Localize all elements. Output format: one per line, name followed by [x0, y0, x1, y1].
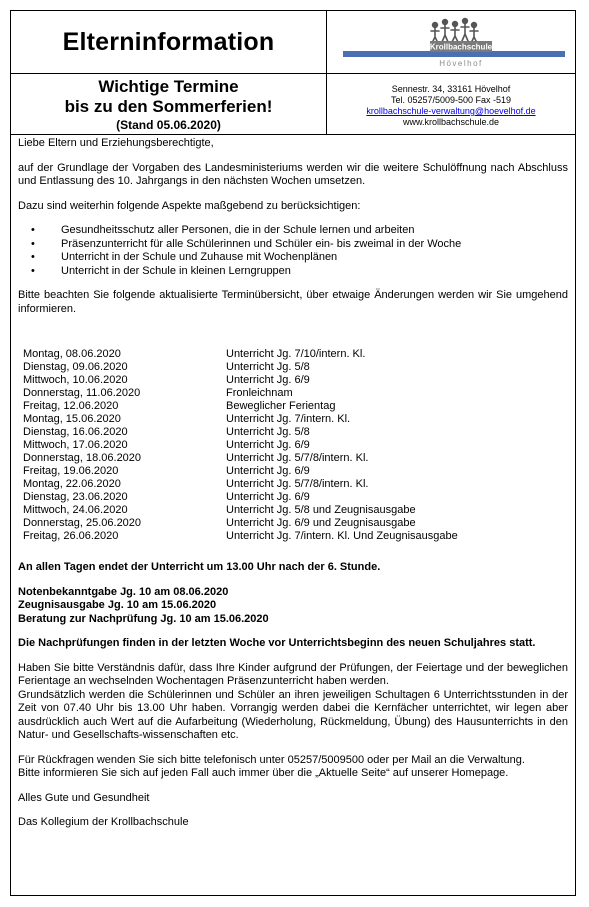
schedule-event: Unterricht Jg. 6/9	[226, 374, 310, 386]
list-item: • Unterricht in der Schule in kleinen Lerngruppen	[31, 265, 568, 279]
list-item: • Präsenzunterricht für alle Schülerinnen und Schüler ein- bis zweimal in der Woche	[31, 238, 568, 252]
school-logo-graphic	[327, 11, 575, 74]
table-row	[23, 413, 458, 426]
school-website: www.krollbachschule.de	[402, 117, 500, 127]
schedule-event: Unterricht Jg. 6/9	[226, 491, 310, 503]
school-phone: Tel. 05257/5009-500 Fax -519	[390, 95, 512, 105]
schedule-event: Unterricht Jg. 5/8	[226, 426, 310, 438]
table-row	[23, 517, 458, 530]
logo-school-name: Krollbachschule	[429, 42, 493, 52]
schedule-event: Unterricht Jg. 7/10/intern. Kl.	[226, 348, 366, 360]
table-row	[23, 530, 458, 543]
intro-paragraph: auf der Grundlage der Vorgaben des Landesministeriums werden wir die weitere Schulöffnung nach Abschluss und Entlassung des 10. Jahrgangs in den nächsten Wochen umsetzen.	[18, 161, 568, 187]
school-address: Sennestr. 34, 33161 Hövelhof	[391, 84, 511, 94]
schedule-event: Unterricht Jg. 5/7/8/intern. Kl.	[226, 452, 369, 464]
table-row	[23, 452, 458, 465]
table-row	[23, 361, 458, 374]
schedule-event: Unterricht Jg. 5/8 und Zeugnisausgabe	[226, 504, 416, 516]
closing: Alles Gute und Gesundheit	[18, 791, 150, 804]
salutation: Liebe Eltern und Erziehungsberechtigte,	[18, 137, 214, 149]
aspects-intro: Dazu sind weiterhin folgende Aspekte maßgebend zu berücksichtigen:	[18, 199, 361, 212]
table-row	[23, 465, 458, 478]
address-cell	[327, 74, 575, 134]
schedule-intro: Bitte beachten Sie folgende aktualisierte Terminübersicht, über etwaige Änderungen werden wir Sie umgehend informieren.	[18, 289, 568, 315]
schedule-event: Unterricht Jg. 7/intern. Kl. Und Zeugnisausgabe	[226, 530, 458, 542]
note-line: Beratung zur Nachprüfung Jg. 10 am 15.06.2020	[18, 612, 269, 625]
schedule-date: Mittwoch, 17.06.2020	[23, 439, 128, 451]
schedule-date: Donnerstag, 25.06.2020	[23, 517, 142, 529]
document-page	[10, 10, 576, 896]
signature: Das Kollegium der Krollbachschule	[18, 816, 189, 828]
schedule-date: Mittwoch, 10.06.2020	[23, 374, 128, 386]
stand-date: (Stand 05.06.2020)	[116, 118, 221, 132]
page-title: Elterninformation	[62, 27, 275, 56]
subtitle-line-2: bis zu den Sommerferien!	[64, 97, 273, 116]
subtitle-line-1: Wichtige Termine	[98, 77, 239, 96]
table-row	[23, 387, 458, 400]
schedule-event: Unterricht Jg. 6/9 und Zeugnisausgabe	[226, 517, 416, 529]
schedule-date: Freitag, 26.06.2020	[23, 530, 119, 542]
schedule-date: Dienstag, 16.06.2020	[23, 426, 128, 438]
table-row	[23, 400, 458, 413]
table-row	[23, 439, 458, 452]
nachpruefung-notice: Die Nachprüfungen finden in der letzten Woche vor Unterrichtsbeginn des neuen Schuljahres statt.	[18, 637, 536, 649]
aspects-list	[18, 224, 568, 278]
note-line: Zeugnisausgabe Jg. 10 am 15.06.2020	[18, 599, 217, 611]
table-row	[23, 426, 458, 439]
schedule-event: Beweglicher Ferientag	[226, 400, 336, 412]
table-row	[23, 478, 458, 491]
schedule-date: Montag, 15.06.2020	[23, 413, 121, 425]
grundsaetzlich-paragraph: Grundsätzlich werden die Schülerinnen und Schüler an ihren jeweiligen Schultagen 6 Unterrichtsstunden in der Zeit von 07.40 Uhr bis 13.00 Uhr haben. Vorrangig werden dabei die Kernfächer unterrichtet, wir legen aber ausdrücklich auch Wert auf die Aufarbeitung (Wiederholung, Rückmeldung, Übung) des Hausunterrichts in den Natur- und Gesellschafts-wissenschaften etc.	[18, 688, 568, 741]
schedule-date: Montag, 08.06.2020	[23, 348, 121, 360]
schedule-date: Dienstag, 23.06.2020	[23, 491, 128, 503]
table-row	[23, 374, 458, 387]
header-table	[11, 11, 575, 134]
list-item: • Unterricht in der Schule und Zuhause mit Wochenplänen	[31, 251, 568, 265]
children-figures-logo-icon	[431, 19, 478, 43]
letter-body	[11, 134, 575, 830]
schedule-date: Donnerstag, 18.06.2020	[23, 452, 142, 464]
logo-town-name: Hövelhof	[439, 59, 483, 68]
schedule-event: Unterricht Jg. 6/9	[226, 465, 310, 477]
title-cell	[11, 11, 327, 74]
note-line: Notenbekanntgabe Jg. 10 am 08.06.2020	[18, 585, 229, 598]
table-row	[23, 491, 458, 504]
email-link[interactable]: krollbachschule-verwaltung@hoevelhof.de	[366, 106, 536, 116]
schedule-date: Donnerstag, 11.06.2020	[23, 387, 141, 399]
rueckfragen-line: Für Rückfragen wenden Sie sich bitte telefonisch unter 05257/5009500 oder per Mail an die Verwaltung.	[18, 753, 525, 766]
schedule-event: Unterricht Jg. 5/8	[226, 361, 310, 373]
schedule-event: Unterricht Jg. 5/7/8/intern. Kl.	[226, 478, 369, 490]
schedule-date: Dienstag, 09.06.2020	[23, 361, 128, 373]
school-logo	[327, 11, 575, 74]
list-item: • Gesundheitsschutz aller Personen, die in der Schule lernen und arbeiten	[31, 224, 568, 238]
schedule-event: Unterricht Jg. 6/9	[226, 439, 310, 451]
subtitle-cell	[11, 74, 327, 134]
schedule-event: Unterricht Jg. 7/intern. Kl.	[226, 413, 351, 425]
schedule-date: Montag, 22.06.2020	[23, 478, 121, 490]
table-row	[23, 504, 458, 517]
schedule-table	[23, 348, 458, 543]
homepage-line: Bitte informieren Sie sich auf jeden Fall auch immer über die „Aktuelle Seite“ auf unserer Homepage.	[18, 767, 509, 779]
end-time-notice: An allen Tagen endet der Unterricht um 13.00 Uhr nach der 6. Stunde.	[18, 561, 381, 573]
schedule-event: Fronleichnam	[226, 387, 293, 399]
table-row	[23, 348, 458, 361]
schedule-date: Freitag, 12.06.2020	[23, 400, 119, 412]
schedule-date: Mittwoch, 24.06.2020	[23, 504, 128, 516]
schedule-date: Freitag, 19.06.2020	[23, 465, 119, 477]
verstaendnis-paragraph: Haben Sie bitte Verständnis dafür, dass Ihre Kinder aufgrund der Prüfungen, der Feiertage und der beweglichen Ferientage an wechselnden Wochentagen Präsenzunterricht haben werden.	[18, 661, 568, 687]
